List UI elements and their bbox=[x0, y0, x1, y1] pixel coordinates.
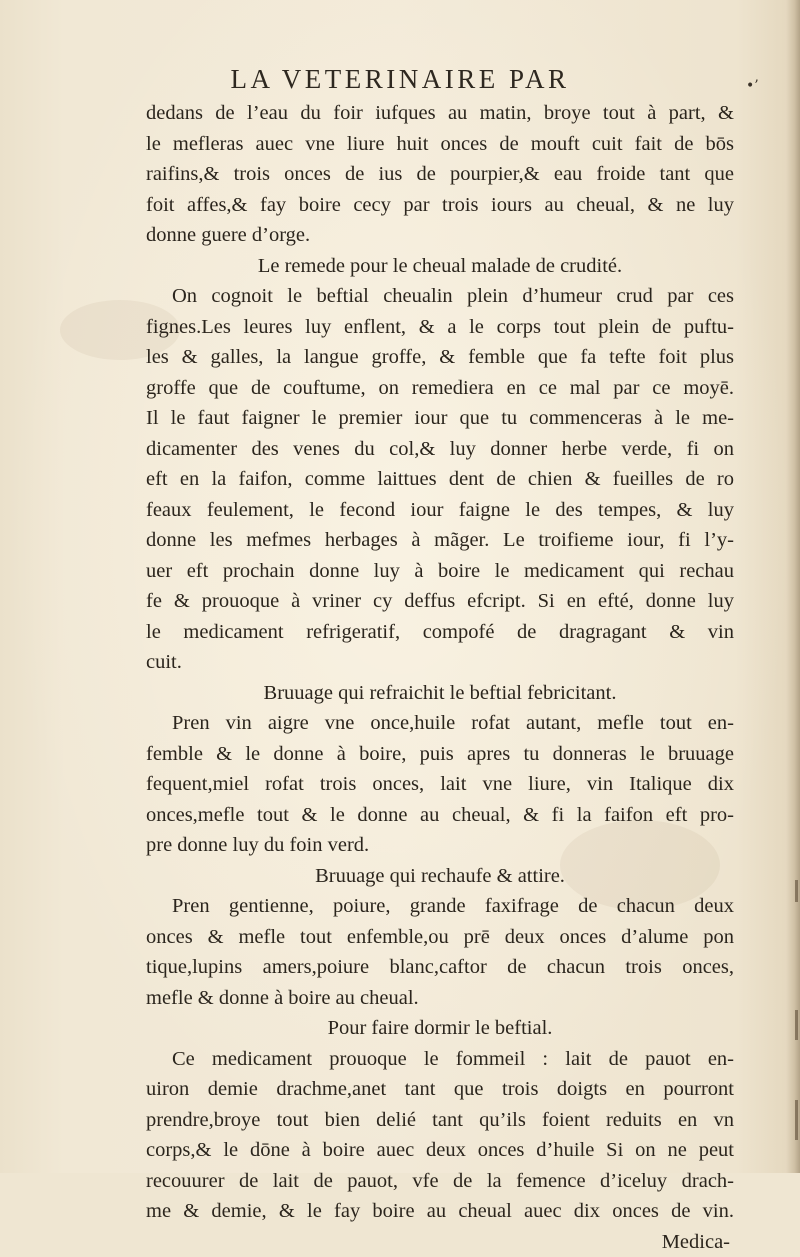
corner-mark: •’ bbox=[746, 78, 759, 94]
text-line: Ce medicament prouoque le fommeil : lait de pauot en- bbox=[146, 1044, 734, 1075]
text-line: uiron demie drachme,anet tant que trois doigts en pourront bbox=[146, 1074, 734, 1105]
text-line: fequent,miel rofat trois onces, lait vne liure, vin Italique dix bbox=[146, 769, 734, 800]
text-line: onces & mefle tout enfemble,ou prē deux onces d’alume pon bbox=[146, 922, 734, 953]
text-line: dedans de l’eau du foir iufques au matin, broye tout à part, & bbox=[146, 98, 734, 129]
text-line: recouurer de lait de pauot, vfe de la femence d’iceluy drach- bbox=[146, 1166, 734, 1197]
text-line: raifins,& trois onces de ius de pourpier,& eau froide tant que bbox=[146, 159, 734, 190]
running-head: LA VETERINAIRE PAR bbox=[140, 64, 660, 95]
text-line: fe & prouoque à vriner cy deffus efcript. Si en efté, donne luy bbox=[146, 586, 734, 617]
text-line: le mefleras auec vne liure huit onces de mouft cuit fait de bōs bbox=[146, 129, 734, 160]
text-line: dicamenter des venes du col,& luy donner herbe verde, fi on bbox=[146, 434, 734, 465]
page-edge-tab bbox=[795, 1100, 798, 1140]
page-edge-shadow bbox=[786, 0, 800, 1173]
text-line: Pren gentienne, poiure, grande faxifrage de chacun deux bbox=[146, 891, 734, 922]
text-line: uer eft prochain donne luy à boire le medicament qui rechau bbox=[146, 556, 734, 587]
text-line: pre donne luy du foin verd. bbox=[146, 830, 734, 861]
section-heading: Bruuage qui refraichit le beftial febricitant. bbox=[146, 678, 734, 709]
text-line: le medicament refrigeratif, compofé de dragragant & vin bbox=[146, 617, 734, 648]
text-line: me & demie, & le fay boire au cheual auec dix onces de vin. bbox=[146, 1196, 734, 1227]
text-line: femble & le donne à boire, puis apres tu donneras le bruuage bbox=[146, 739, 734, 770]
text-line: onces,mefle tout & le donne au cheual, & fi la faifon eft pro- bbox=[146, 800, 734, 831]
page-edge-tab bbox=[795, 880, 798, 902]
text-line: cuit. bbox=[146, 647, 734, 678]
text-line: On cognoit le beftial cheualin plein d’humeur crud par ces bbox=[146, 281, 734, 312]
text-line: Pren vin aigre vne once,huile rofat autant, mefle tout en- bbox=[146, 708, 734, 739]
section-heading: Le remede pour le cheual malade de crudité. bbox=[146, 251, 734, 282]
body-text bbox=[146, 98, 734, 1257]
text-line: tique,lupins amers,poiure blanc,caftor de chacun trois onces, bbox=[146, 952, 734, 983]
text-line: donne les mefmes herbages à mãger. Le troifieme iour, fi l’y- bbox=[146, 525, 734, 556]
page-edge-tab bbox=[795, 1010, 798, 1040]
text-line: mefle & donne à boire au cheual. bbox=[146, 983, 734, 1014]
text-line: les & galles, la langue groffe, & femble que fa tefte foit plus bbox=[146, 342, 734, 373]
text-line: foit affes,& fay boire cecy par trois iours au cheual, & ne luy bbox=[146, 190, 734, 221]
text-line: fignes.Les leures luy enflent, & a le corps tout plein de puftu- bbox=[146, 312, 734, 343]
text-line: corps,& le dōne à boire auec deux onces d’huile Si on ne peut bbox=[146, 1135, 734, 1166]
text-line: feaux feulement, le fecond iour faigne le des tempes, & luy bbox=[146, 495, 734, 526]
section-heading: Bruuage qui rechaufe & attire. bbox=[146, 861, 734, 892]
section-heading: Pour faire dormir le beftial. bbox=[146, 1013, 734, 1044]
text-line: prendre,broye tout bien delié tant qu’ils foient reduits en vn bbox=[146, 1105, 734, 1136]
text-line: eft en la faifon, comme laittues dent de chien & fueilles de ro bbox=[146, 464, 734, 495]
text-line: donne guere d’orge. bbox=[146, 220, 734, 251]
text-line: Il le faut faigner le premier iour que tu commenceras à le me- bbox=[146, 403, 734, 434]
text-line: groffe que de couftume, on remediera en ce mal par ce moyē. bbox=[146, 373, 734, 404]
catchword: Medica- bbox=[146, 1227, 734, 1257]
